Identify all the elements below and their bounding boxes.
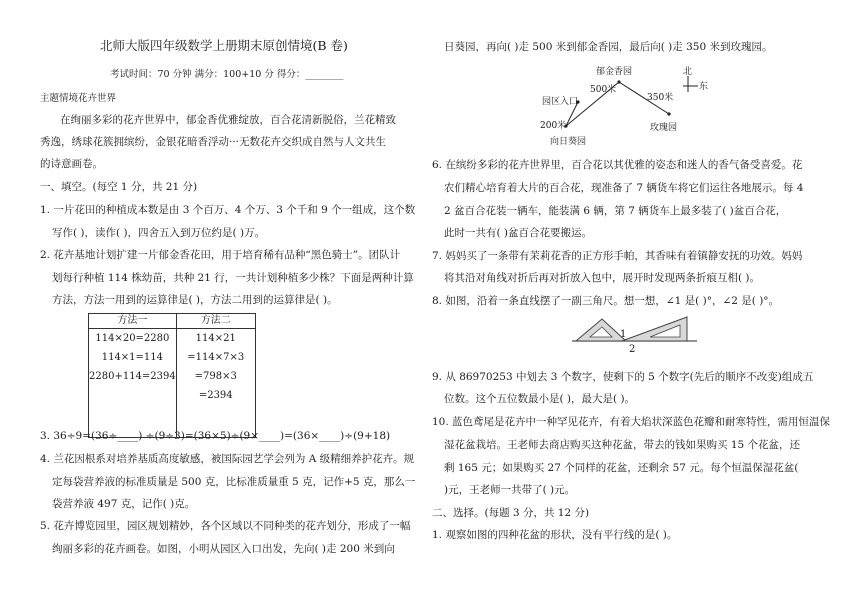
- question-10-line: 湿花盆栽培。王老师去商店购买这种花盆，带去的钱如果购买 15 个花盆，还: [444, 439, 801, 451]
- method1-header: 方法一: [89, 314, 177, 329]
- method2-step: =798×3: [194, 371, 237, 382]
- rose-point: [667, 112, 670, 115]
- triangle-rulers-diagram: [572, 313, 702, 355]
- theme-intro-line: 秀逸，绣球花簇拥缤纷，金银花暗香浮动···无数花卉交织成自然与人文共生: [40, 136, 387, 148]
- question-2-line: 方法，方法一用到的运算律是( )，方法二用到的运算律是( )。: [52, 294, 338, 306]
- question-3: 3. 36÷9=(36÷____) ÷(9÷3)=(36×5)÷(9×____)=(36×____)÷(9+18): [40, 430, 391, 442]
- question-1-line: 1. 一片花田的种植成本数是由 3 个百万、4 个万、3 个千和 9 个一组成，这个数: [40, 204, 416, 216]
- section2-question-1: 1. 观察如图的四种花盆的形状，没有平行线的是( )。: [432, 529, 678, 541]
- page-title: 北师大版四年级数学上册期末原创情境(B 卷): [100, 38, 348, 53]
- exam-info: 考试时间：70 分钟 满分：100+10 分 得分：________: [110, 69, 344, 80]
- question-1-line: 写作( )，读作( )，四舍五入到万位约是( )万。: [52, 227, 266, 239]
- theme-title: 主题情境花卉世界: [40, 93, 117, 104]
- tulip-point: [617, 80, 620, 83]
- method2-cell: [176, 329, 255, 438]
- park-route-map: [522, 62, 812, 157]
- method1-step: 114×1=114: [101, 352, 164, 363]
- sunflower-label: 向日葵园: [550, 137, 587, 147]
- question-6-line: 2 盆百合花装一辆车，能装满 6 辆，第 7 辆货车上最多装了( )盆百合花，: [444, 205, 787, 217]
- question-4-line: 袋营养液 497 克，记作( )克。: [52, 498, 196, 510]
- compass-north-label: 北: [683, 67, 693, 77]
- method2-step: =2394: [198, 390, 233, 401]
- method2-step: 114×21: [195, 333, 236, 344]
- section2-heading: 二、选择。(每题 3 分，共 12 分): [432, 507, 590, 519]
- question-9-line: 9. 从 86970253 中划去 3 个数字，使剩下的 5 个数字(先后的顺序不改变)组成五: [432, 371, 814, 383]
- theme-intro-line: 的诗意画卷。: [40, 158, 103, 170]
- question-7-line: 将其沿对角线对折后再对折放入包中，展开时发现两条折痕互相( )。: [444, 272, 761, 284]
- method1-cell: [89, 329, 177, 438]
- section1-heading: 一、填空。(每空 1 分，共 21 分): [40, 181, 198, 193]
- question-10-line: )元，王老师一共带了( )元。: [444, 484, 576, 496]
- question-9-line: 位数。这个五位数最小是( )，最大是( )。: [444, 393, 636, 405]
- method2-step: =114×7×3: [187, 352, 245, 363]
- question-5-line: 绚丽多彩的花卉画卷。如图，小明从园区入口出发，先向( )走 200 米到向: [52, 543, 395, 555]
- question-6-line: 6. 在缤纷多彩的花卉世界里，百合花以其优雅的姿态和迷人的香气备受喜爱。花: [432, 159, 803, 171]
- rose-label: 玫瑰园: [650, 123, 678, 133]
- question-10-line: 剩 165 元；如果购买 27 个同样的花盆，还剩余 57 元。每个恒温保湿花盆(: [444, 462, 799, 474]
- entrance-label: 园区入口: [542, 97, 579, 107]
- question-7-line: 7. 妈妈买了一条带有茉莉花香的正方形手帕，其香味有着镇静安抚的功效。妈妈: [432, 250, 803, 262]
- question-2-line: 2. 花卉基地计划扩建一片郁金香花田，用于培育稀有品种“黑色骑士”。团队计: [40, 249, 401, 261]
- angle-1-label: 1: [620, 329, 627, 340]
- question-6-line: 农们精心培育着大片的百合花，现准备了 7 辆货车将它们运往各地展示。每 4: [444, 182, 804, 194]
- distance-200-label: 200米: [540, 121, 567, 131]
- distance-500-label: 500米: [590, 85, 617, 95]
- distance-350-label: 350米: [647, 93, 674, 103]
- question-6-line: 此时一共有( )盆百合花要搬运。: [444, 227, 593, 239]
- question-4-line: 定每袋营养液的标准质量是 500 克，比标准质量重 5 克，记作+5 克，那么一: [52, 476, 416, 488]
- method1-step: 2280+114=2394: [89, 371, 176, 382]
- methods-table: [88, 313, 256, 438]
- question-5-line: 5. 花卉博览园里，园区规划精妙，各个区域以不同种类的花卉划分，形成了一幅: [40, 520, 411, 532]
- question-8: 8. 如图，沿着一条直线摆了一副三角尺。想一想，∠1 是( )°，∠2 是( )°。: [432, 295, 780, 307]
- question-5-continued: 日葵园，再向( )走 500 米到郁金香园，最后向( )走 350 米到玫瑰园。: [444, 41, 773, 53]
- method2-header: 方法二: [176, 314, 255, 329]
- question-2-line: 划每行种植 114 株幼苗，共种 21 行，一共计划种植多少株？下面是两种计算: [52, 272, 414, 284]
- angle-2-label: 2: [629, 344, 636, 355]
- method1-step: 114×20=2280: [95, 333, 170, 344]
- tulip-label: 郁金香园: [596, 67, 633, 77]
- compass-east-label: 东: [699, 82, 709, 92]
- question-4-line: 4. 兰花因根系对培养基质高度敏感，被国际园艺学会列为 A 级精细养护花卉。规: [40, 453, 415, 465]
- question-10-line: 10. 蓝色鸢尾是花卉中一种罕见花卉，有着大焰状深蓝色花瓣和耐寒特性，需用恒温保: [432, 416, 831, 428]
- theme-intro-line: 在绚丽多彩的花卉世界中，郁金香优雅绽放，百合花清新脱俗，兰花精致: [60, 114, 396, 126]
